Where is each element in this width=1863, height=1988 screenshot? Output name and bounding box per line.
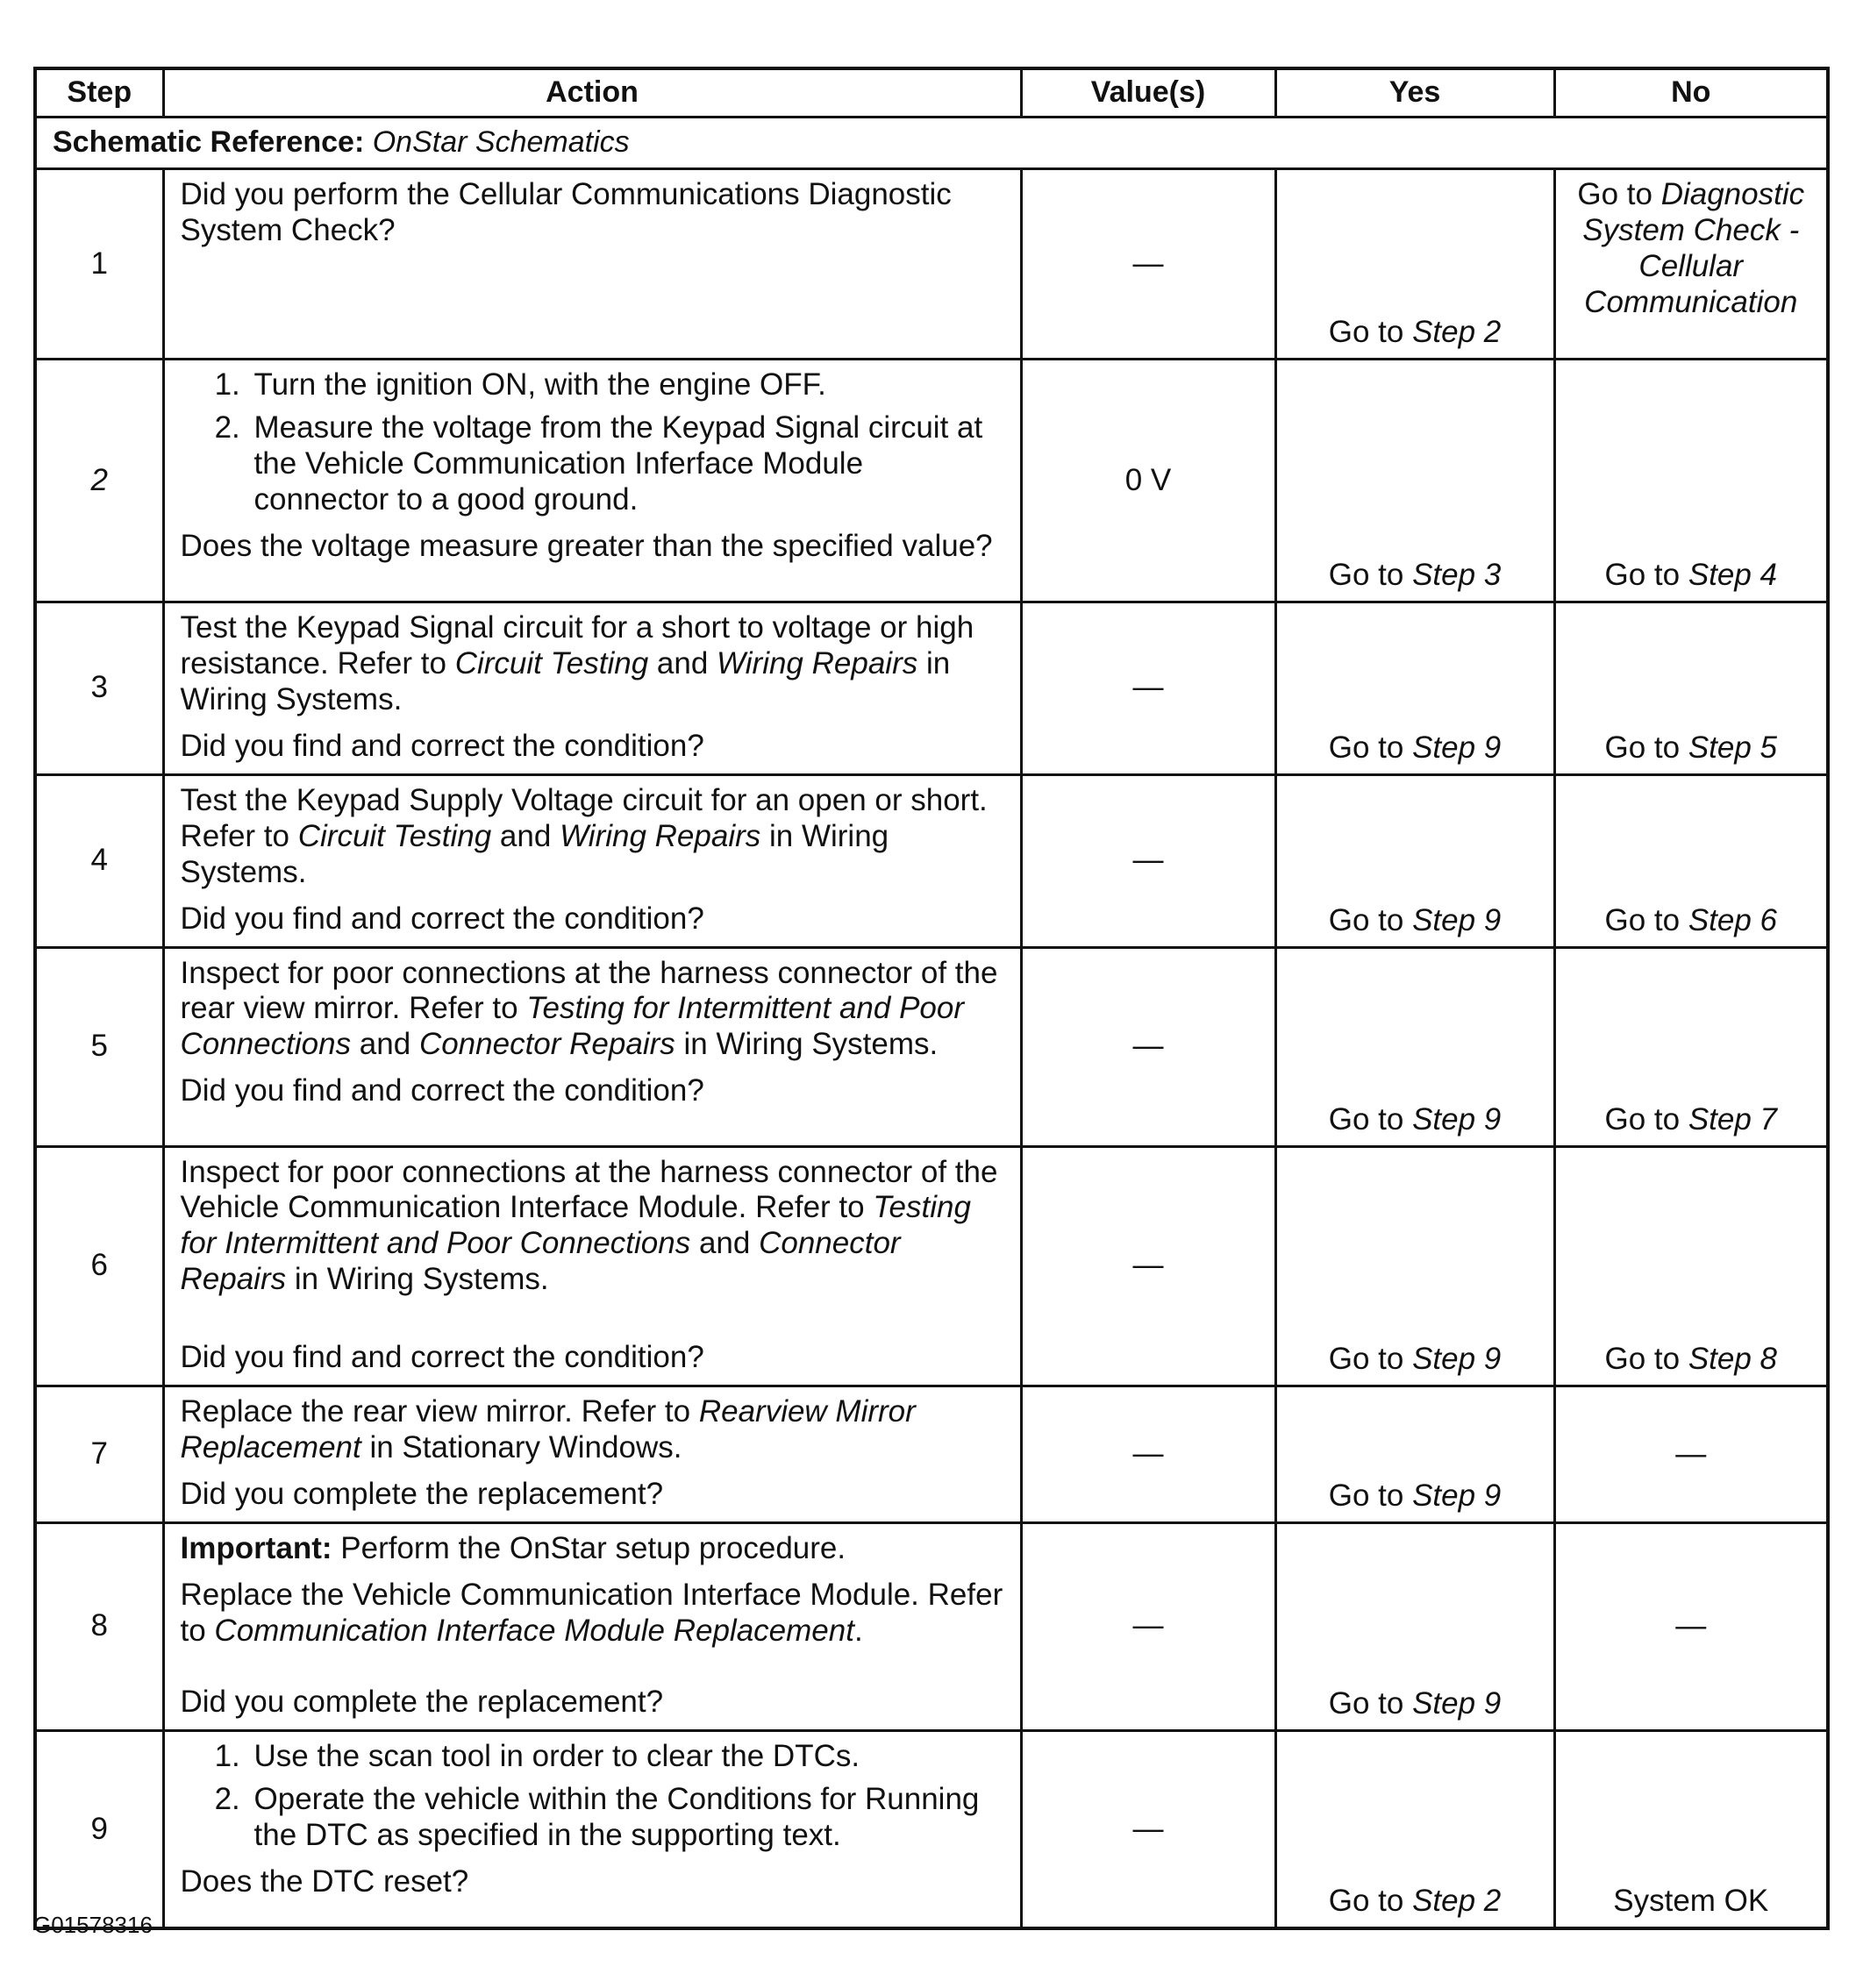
step-no xyxy=(1554,1386,1828,1523)
table-row xyxy=(35,1523,1828,1731)
no-goto: Go to Step 4 xyxy=(1604,558,1778,593)
no-goto: Go to Step 7 xyxy=(1604,1101,1778,1137)
step-number: 9 xyxy=(35,1730,163,1928)
schematic-reference xyxy=(35,118,1828,169)
yes-goto: Go to Step 9 xyxy=(1328,1685,1502,1721)
table-row xyxy=(35,1386,1828,1523)
step-number: 5 xyxy=(35,947,163,1146)
schematic-reference-value: OnStar Schematics xyxy=(372,125,630,160)
table-row xyxy=(35,602,1828,775)
step-no xyxy=(1554,947,1828,1146)
step-yes xyxy=(1275,947,1554,1146)
step-yes xyxy=(1275,602,1554,775)
step-value: — xyxy=(1021,1386,1275,1523)
table-row xyxy=(35,360,1828,602)
yes-goto: Go to Step 2 xyxy=(1328,1884,1502,1919)
header-values: Value(s) xyxy=(1021,68,1275,118)
yes-goto: Go to Step 9 xyxy=(1328,902,1502,937)
step-action: Important: Perform the OnStar setup procedure. Replace the Vehicle Communication Interface Module. Refer to Communication Interface Module Replacement. Did you complete the replacement? xyxy=(163,1523,1021,1731)
step-action: Test the Keypad Supply Voltage circuit for an open or short. Refer to Circuit Testing and Wiring Repairs in Wiring Systems. Did you find and correct the condition? xyxy=(163,774,1021,947)
no-goto: Go to Step 5 xyxy=(1604,730,1778,765)
step-no xyxy=(1554,774,1828,947)
step-value: 0 V xyxy=(1021,360,1275,602)
step-no xyxy=(1554,1730,1828,1928)
table-row xyxy=(35,1146,1828,1386)
table-row xyxy=(35,947,1828,1146)
step-no xyxy=(1554,1146,1828,1386)
no-goto: Go to Step 8 xyxy=(1604,1342,1778,1377)
no-goto: Go to Diagnostic System Check - Cellular Communication xyxy=(1577,177,1805,319)
step-number: 2 xyxy=(35,360,163,602)
header-no: No xyxy=(1554,68,1828,118)
schematic-reference-row xyxy=(35,118,1828,169)
step-no xyxy=(1554,360,1828,602)
yes-goto: Go to Step 3 xyxy=(1328,558,1502,593)
step-number: 7 xyxy=(35,1386,163,1523)
step-action: Inspect for poor connections at the harness connector of the rear view mirror. Refer to Testing for Intermittent and Poor Connections and Connector Repairs in Wiring Systems. Did you find and correct the condition? xyxy=(163,947,1021,1146)
step-number: 4 xyxy=(35,774,163,947)
header-action: Action xyxy=(163,68,1021,118)
header-yes: Yes xyxy=(1275,68,1554,118)
no-goto: — xyxy=(1675,1436,1707,1471)
step-action: 1. Use the scan tool in order to clear the DTCs. 2. Operate the vehicle within the Conditions for Running the DTC as specified in the supporting text. Does the DTC reset? xyxy=(163,1730,1021,1928)
yes-goto: Go to Step 9 xyxy=(1328,730,1502,765)
step-value: — xyxy=(1021,602,1275,775)
step-value: — xyxy=(1021,1523,1275,1731)
diagnostic-table xyxy=(33,67,1830,1930)
step-yes xyxy=(1275,1730,1554,1928)
step-value: — xyxy=(1021,774,1275,947)
step-yes xyxy=(1275,169,1554,360)
step-yes xyxy=(1275,1523,1554,1731)
step-action: Inspect for poor connections at the harness connector of the Vehicle Communication Interface Module. Refer to Testing for Intermittent and Poor Connections and Connector Repairs in Wiring Systems. Did you find and correct the condition? xyxy=(163,1146,1021,1386)
step-action: Replace the rear view mirror. Refer to Rearview Mirror Replacement in Stationary Windows. Did you complete the replacement? xyxy=(163,1386,1021,1523)
step-yes xyxy=(1275,360,1554,602)
no-goto: — xyxy=(1675,1608,1707,1643)
step-action: Did you perform the Cellular Communications Diagnostic System Check? xyxy=(163,169,1021,360)
step-yes xyxy=(1275,1386,1554,1523)
table-row xyxy=(35,169,1828,360)
header-step: Step xyxy=(35,68,163,118)
step-yes xyxy=(1275,1146,1554,1386)
step-number: 8 xyxy=(35,1523,163,1731)
yes-goto: Go to Step 9 xyxy=(1328,1342,1502,1377)
no-goto: Go to Step 6 xyxy=(1604,902,1778,937)
header-row xyxy=(35,68,1828,118)
table-row xyxy=(35,774,1828,947)
step-number: 1 xyxy=(35,169,163,360)
step-number: 3 xyxy=(35,602,163,775)
step-no xyxy=(1554,602,1828,775)
step-action: Test the Keypad Signal circuit for a short to voltage or high resistance. Refer to Circuit Testing and Wiring Repairs in Wiring Systems. Did you find and correct the condition? xyxy=(163,602,1021,775)
step-value: — xyxy=(1021,1730,1275,1928)
yes-goto: Go to Step 9 xyxy=(1328,1101,1502,1137)
step-no xyxy=(1554,169,1828,360)
table-body xyxy=(35,118,1828,1929)
yes-goto: Go to Step 9 xyxy=(1328,1479,1502,1514)
step-value: — xyxy=(1021,1146,1275,1386)
yes-goto: Go to Step 2 xyxy=(1328,315,1502,350)
schematic-reference-label: Schematic Reference: xyxy=(53,125,365,160)
figure-id: G01578316 xyxy=(33,1912,153,1938)
step-value: — xyxy=(1021,947,1275,1146)
step-number: 6 xyxy=(35,1146,163,1386)
step-no xyxy=(1554,1523,1828,1731)
step-yes xyxy=(1275,774,1554,947)
table-row xyxy=(35,1730,1828,1928)
step-value: — xyxy=(1021,169,1275,360)
no-goto: System OK xyxy=(1613,1884,1769,1919)
step-action: 1. Turn the ignition ON, with the engine OFF. 2. Measure the voltage from the Keypad Signal circuit at the Vehicle Communication Inferface Module connector to a good ground. Does the voltage measure greater than the specified value? xyxy=(163,360,1021,602)
